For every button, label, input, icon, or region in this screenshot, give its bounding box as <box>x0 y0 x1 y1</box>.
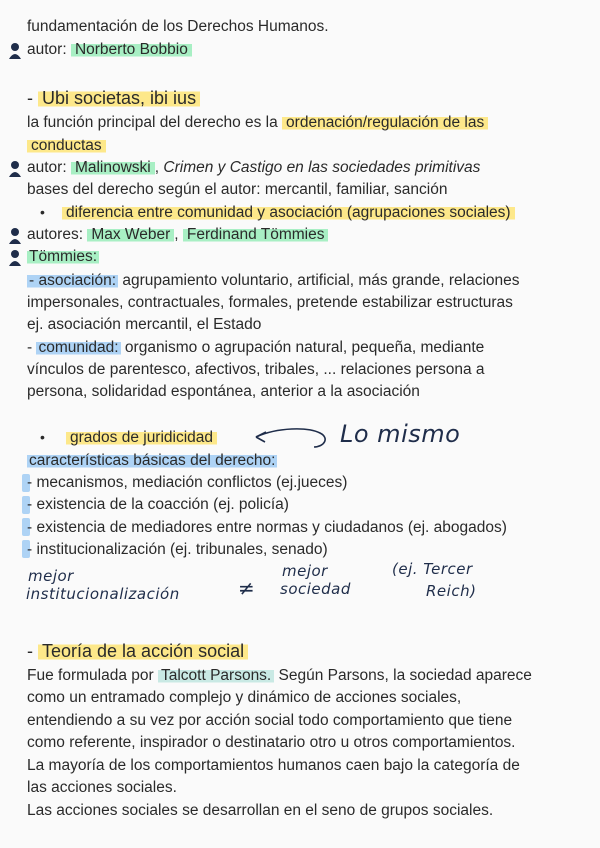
author-highlight: Ferdinand Tömmies <box>183 226 329 243</box>
text-fragment: autores: <box>27 226 88 243</box>
bullet: • <box>40 204 45 220</box>
term-highlight: - asociación: <box>29 272 117 289</box>
text-line <box>27 666 532 686</box>
text-line <box>27 293 513 313</box>
author-highlight: Talcott Parsons. <box>158 667 274 684</box>
text-fragment: Según Parsons, la sociedad aparece <box>274 667 532 684</box>
person-icon <box>8 227 22 245</box>
text-fragment: - <box>27 339 37 356</box>
text-line <box>27 451 277 471</box>
text-line <box>27 756 520 776</box>
text-line <box>27 540 328 560</box>
person-icon <box>8 249 22 267</box>
text-fragment: La mayoría de los comportamientos humanos caen bajo la categoría de <box>27 757 520 774</box>
section-heading <box>27 640 248 662</box>
text-fragment: - existencia de mediadores entre normas y ciudadanos (ej. abogados) <box>27 519 507 536</box>
text-line <box>62 203 515 223</box>
term-highlight: comunidad: <box>38 339 119 356</box>
text-fragment: como referente, inspirador o destinatario otro u otros comportamientos. <box>27 734 516 751</box>
text-fragment: fundamentación de los Derechos Humanos. <box>27 18 329 35</box>
text-line <box>27 136 106 156</box>
text-fragment: persona, solidaridad espontánea, anterior a la asociación <box>27 383 420 400</box>
text-line <box>27 360 485 380</box>
text-line <box>27 518 507 538</box>
concept-highlight: ordenación/regulación de las <box>282 114 488 131</box>
text-line <box>66 428 217 448</box>
text-fragment: - mecanismos, mediación conflictos (ej.jueces) <box>27 474 348 491</box>
text-line <box>27 338 484 358</box>
text-line <box>27 711 512 731</box>
text-line <box>27 733 516 753</box>
text-line <box>27 17 329 37</box>
text-line <box>27 473 347 493</box>
handwritten-note: mejor <box>282 562 328 580</box>
author-highlight: Norberto Bobbio <box>71 41 192 58</box>
heading-dash: - <box>27 88 38 108</box>
text-line: autor: Malinowski , Crimen y Castigo en las sociedades primitivas <box>27 159 481 176</box>
handwritten-note: Lo mismo <box>340 420 461 448</box>
text-fragment: - institucionalización (ej. tribunales, senado) <box>27 541 328 558</box>
text-line <box>27 40 192 60</box>
heading-text: Ubi societas, ibi ius <box>38 88 200 108</box>
handwritten-note: (ej. Tercer <box>392 560 473 578</box>
text-line <box>27 778 177 798</box>
text-fragment: agrupamiento voluntario, artificial, más grande, relaciones <box>118 272 520 289</box>
text-fragment: - existencia de la coacción (ej. policía) <box>27 496 289 513</box>
term-highlight: características básicas del derecho: <box>29 452 276 469</box>
author-highlight: Malinowski <box>71 159 155 176</box>
handwritten-note: sociedad <box>280 580 351 598</box>
concept-highlight: diferencia entre comunidad y asociación (agrupaciones sociales) <box>62 204 515 221</box>
text-fragment: Las acciones sociales se desarrollan en el seno de grupos sociales. <box>27 802 494 819</box>
book-title: Crimen y Castigo en las sociedades primitivas <box>163 159 481 176</box>
concept-highlight: conductas <box>27 137 106 154</box>
handwritten-note: institucionalización <box>26 585 180 603</box>
text-fragment: como un entramado complejo y dinámico de acciones sociales, <box>27 689 462 706</box>
text-fragment: vínculos de parentesco, afectivos, tribales, ... relaciones persona a <box>27 361 485 378</box>
handwritten-note: Reich) <box>426 582 477 600</box>
text-fragment: la función principal del derecho es la <box>27 114 283 131</box>
section-heading <box>27 87 200 109</box>
text-line <box>27 247 99 267</box>
text-fragment: ej. asociación mercantil, el Estado <box>27 316 262 333</box>
text-line <box>27 382 420 402</box>
text-fragment: entendiendo a su vez por acción social todo comportamiento que tiene <box>27 712 513 729</box>
text-line: autores: Max Weber , Ferdinand Tömmies <box>27 225 328 245</box>
text-line <box>27 495 289 515</box>
text-line <box>27 688 461 708</box>
person-icon <box>8 42 22 60</box>
author-highlight: Max Weber <box>87 226 174 243</box>
text-fragment: bases del derecho según el autor: mercantil, familiar, sanción <box>27 181 448 198</box>
handwritten-note: mejor <box>28 567 74 585</box>
heading-text: Teoría de la acción social <box>38 641 248 661</box>
arrow-icon <box>248 423 333 453</box>
text-line <box>27 271 520 291</box>
text-fragment: autor: <box>27 41 71 58</box>
text-fragment: organismo o agrupación natural, pequeña, mediante <box>120 339 485 356</box>
concept-highlight: grados de juridicidad <box>66 429 217 446</box>
handwritten-note: ≠ <box>238 576 256 600</box>
bullet: • <box>40 429 45 445</box>
text-fragment: las acciones sociales. <box>27 779 177 796</box>
heading-dash: - <box>27 641 38 661</box>
text-fragment: impersonales, contractuales, formales, pretende estabilizar estructuras <box>27 294 513 311</box>
text-fragment: Fue formulada por <box>27 667 158 684</box>
text-line <box>27 801 493 821</box>
text-line <box>27 113 488 133</box>
text-fragment: autor: <box>27 159 71 176</box>
person-icon <box>8 160 22 178</box>
author-highlight: Tömmies: <box>29 248 98 265</box>
text-line <box>27 180 447 200</box>
text-line <box>27 315 261 335</box>
